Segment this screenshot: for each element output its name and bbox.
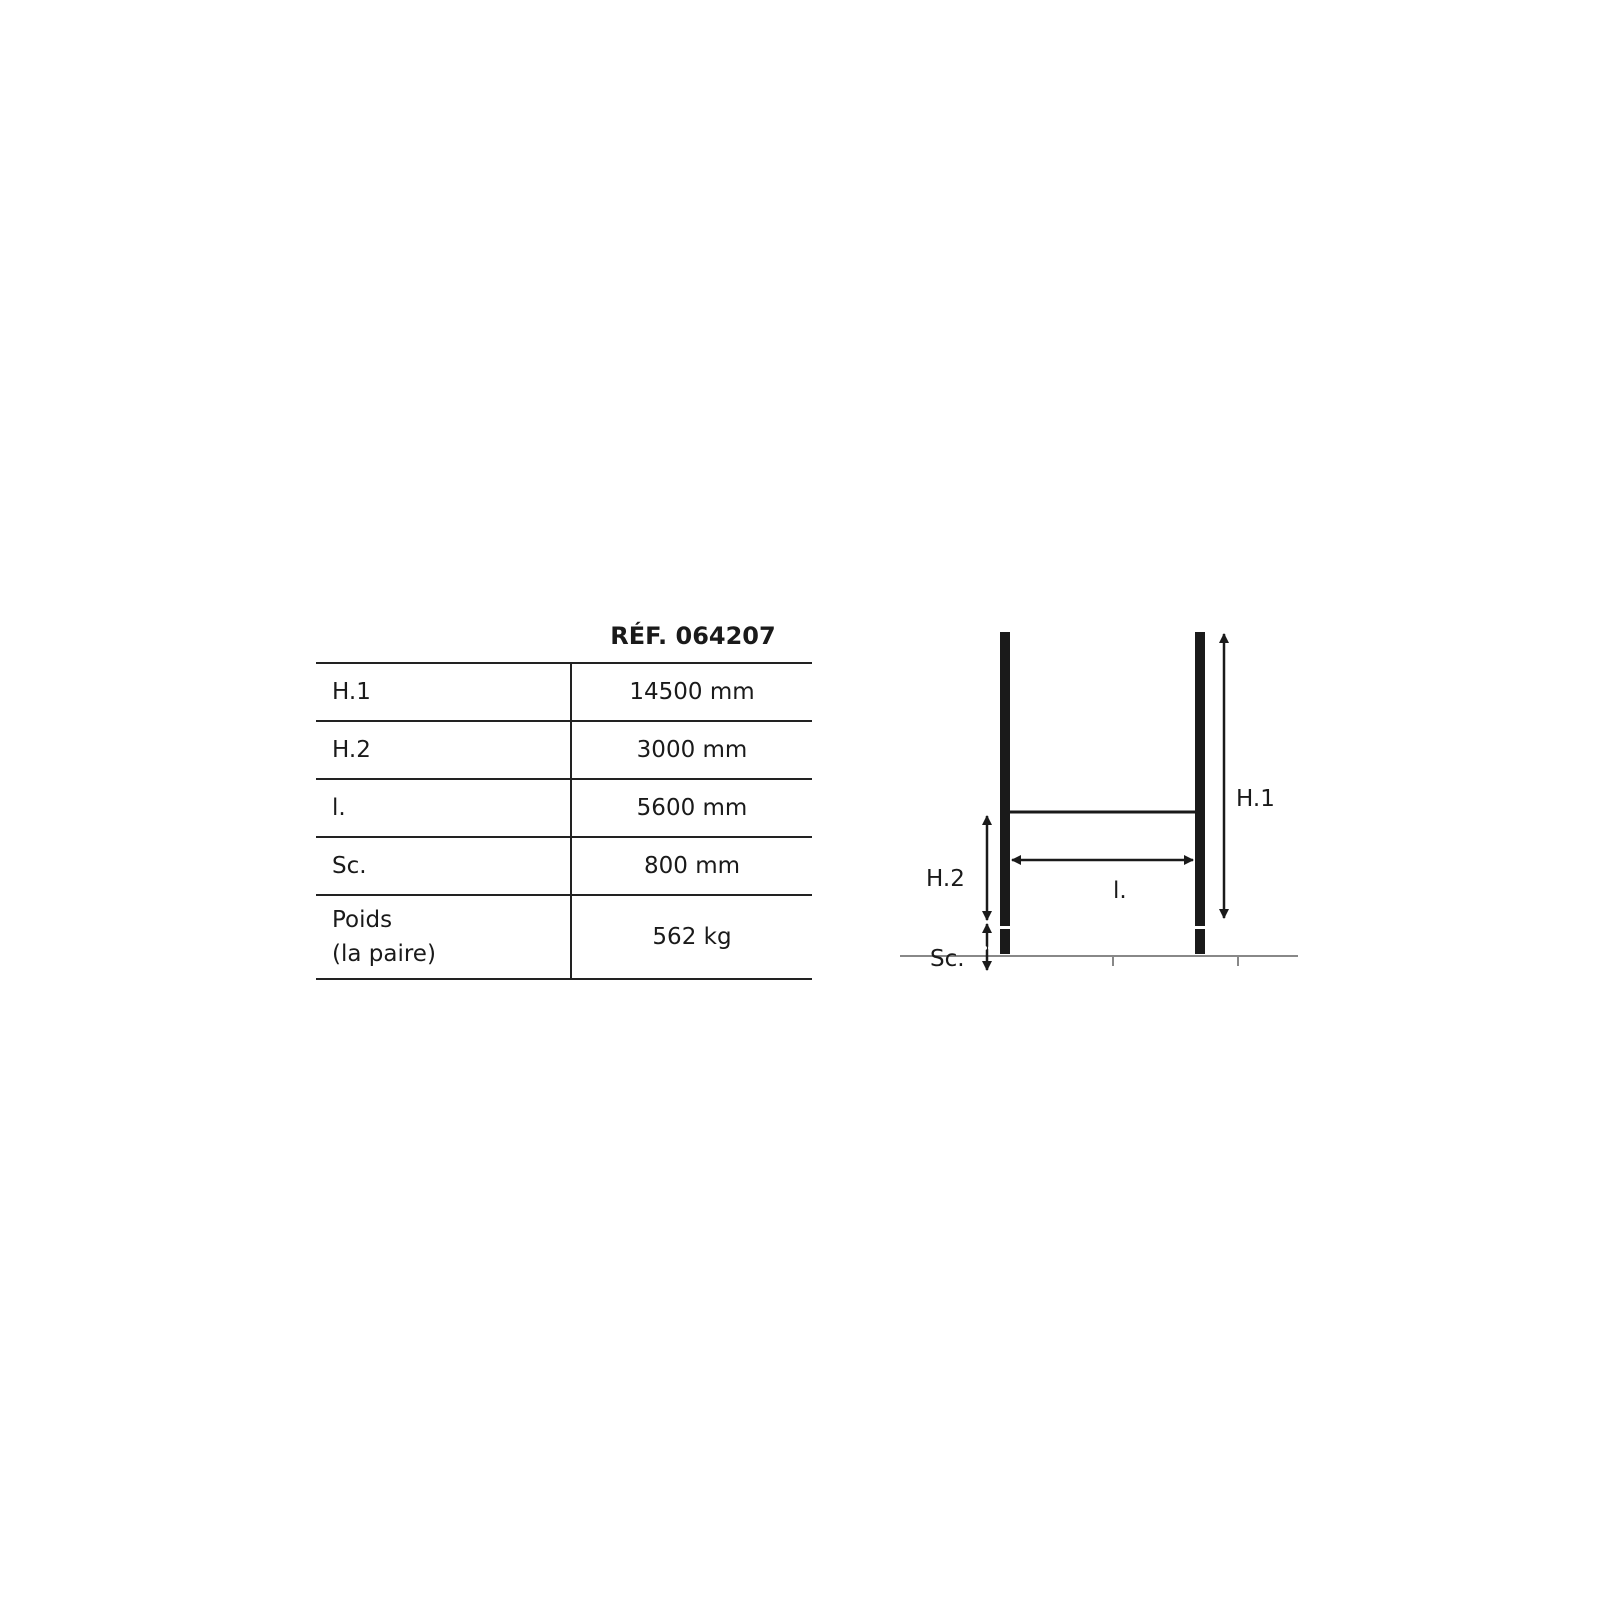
row-label: l. [316, 780, 572, 836]
reference-number: RÉF. 064207 [610, 622, 776, 650]
left-post [1000, 632, 1010, 954]
row-value: 562 kg [652, 924, 732, 950]
right-post-sleeve-mark [1195, 926, 1205, 929]
label-sc: Sc. [930, 946, 965, 972]
table-header [316, 612, 812, 662]
right-post [1195, 632, 1205, 954]
row-value: 3000 mm [636, 737, 748, 763]
row-label: Sc. [316, 838, 572, 894]
sc-dot [983, 946, 987, 950]
table-row-sc [316, 838, 812, 896]
sc-dot [988, 946, 992, 950]
goal-post-diagram [900, 620, 1320, 1000]
row-label-line1: Poids [332, 907, 393, 933]
table-row-l [316, 780, 812, 838]
row-value: 14500 mm [629, 679, 755, 705]
row-label-line2: (la paire) [332, 941, 436, 967]
row-label: H.2 [316, 722, 572, 778]
label-l: l. [1113, 878, 1127, 904]
row-label: H.1 [316, 664, 572, 720]
row-value: 5600 mm [636, 795, 748, 821]
row-value: 800 mm [643, 853, 741, 879]
table-row-h1 [316, 664, 812, 722]
table-rows [316, 662, 812, 980]
label-h2: H.2 [926, 866, 965, 892]
left-post-sleeve-mark [1000, 926, 1010, 929]
spec-table [316, 612, 812, 980]
table-row-h2 [316, 722, 812, 780]
label-h1: H.1 [1236, 786, 1275, 812]
table-row-weight [316, 896, 812, 980]
row-label [316, 896, 572, 978]
